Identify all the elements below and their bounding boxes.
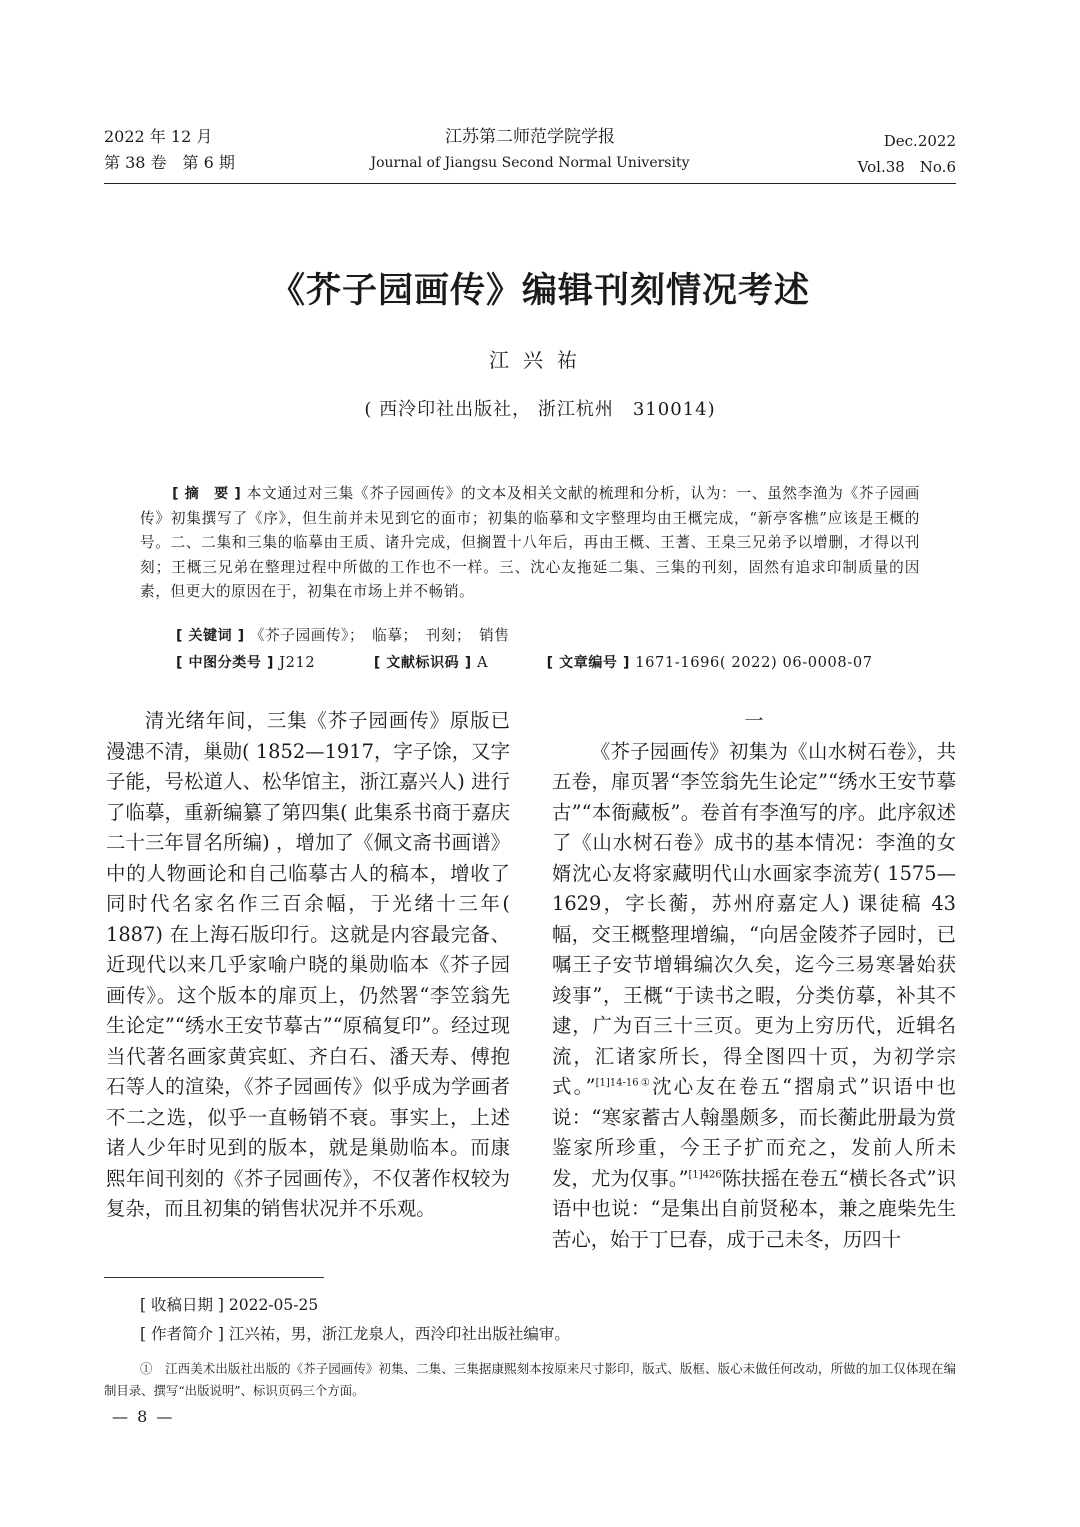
footnote-rule — [104, 1277, 324, 1278]
footnote: ① 江西美术出版社出版的《芥子园画传》初集、二集、三集据康熙刻本按原来尺寸影印，版式、版框、版心未做任何改动，所做的加工仅体现在编制目录、撰写“出版说明”、标识页码三个方面。 — [104, 1361, 956, 1398]
classification-line — [176, 651, 873, 675]
doc-code-value: A — [477, 654, 489, 671]
issue-date-en: Dec.2022 — [883, 132, 956, 150]
citation: [1]14-16① — [595, 1077, 653, 1089]
citation: [1]426 — [688, 1169, 722, 1181]
abstract-text: 本文通过对三集《芥子园画传》的文本及相关文献的梳理和分析，认为：一、虽然李渔为《芥子园画传》初集撰写了《序》，但生前并未见到它的面市；初集的临摹和文字整理均由王概完成，“新亭客樵”应该是王概的号。二、二集和三集的临摹由王质、诸升完成，但搁置十八年后，再由王概、王蓍、王臬三兄弟予以增删，才得以刊刻；王概三兄弟在整理过程中所做的工作也不一样。三、沈心友拖延二集、三集的刊刻，固然有追求印制质量的因素，但更大的原因在于，初集在市场上并不畅销。 — [140, 485, 920, 601]
running-header — [104, 124, 956, 184]
body-text: 《芥子园画传》初集为《山水树石卷》，共五卷，扉页署“李笠翁先生论定”“绣水王安节摹古”“本衙藏板”。卷首有李渔写的序。此序叙述了《山水树石卷》成书的基本情况：李渔的女婿沈心友将家藏明代山水画家李流芳( 1575—1629，字长蘅，苏州府嘉定人) 课徒稿 43 幅，交王概整理增编，“向居金陵芥子园时，已嘱王子安节增辑编次久矣，迄今三易寒暑始获竣事”，王概“于读书之暇，分类仿摹，补其不逮，广为百三十三页。更为上穷历代，近辑名流，汇诸家所长，得全图四十页，为初学宗式。” — [552, 739, 956, 1098]
body-right-column — [552, 706, 956, 1255]
issue-volume-cn: 第 38 卷 第 6 期 — [104, 153, 235, 172]
clc-value: J212 — [279, 654, 316, 671]
body-paragraph — [552, 737, 956, 1256]
received-date: [ 收稿日期 ] 2022-05-25 — [140, 1296, 319, 1314]
page-number: — 8 — — [112, 1407, 175, 1426]
body-text: 沈心友在卷五“摺扇式”识语中也说：“寒家蓄古人翰墨颇多，而长蘅此册最为赏鉴家所珍重，今王子扩而充之，发前人所未发，尤为仅事。” — [552, 1075, 956, 1190]
clc-label: [ 中图分类号 ] — [176, 655, 274, 671]
doc-code-label: [ 文献标识码 ] — [373, 655, 472, 671]
journal-name-en: Journal of Jiangsu Second Normal University — [370, 155, 690, 171]
section-heading: 一 — [744, 710, 764, 732]
issue-date-cn: 2022 年 12 月 — [104, 127, 213, 146]
header-right — [858, 128, 956, 180]
article-title: 《芥子园画传》编辑刊刻情况考述 — [269, 270, 810, 311]
header-center — [104, 124, 956, 176]
journal-name-cn: 江苏第二师范学院学报 — [445, 127, 615, 147]
body-left-column — [106, 706, 510, 1225]
article-id-label: [ 文章编号 ] — [546, 655, 631, 671]
author-bio: [ 作者简介 ] 江兴祐，男，浙江龙泉人，西泠印社出版社编审。 — [140, 1325, 570, 1343]
abstract-label: [ 摘 要 ] — [172, 486, 242, 502]
abstract — [140, 482, 920, 605]
body-text: 陈扶摇在卷五“横长各式”识语中也说：“是集出自前贤秘本，兼之鹿柴先生苦心，始于丁巳春，成于己未冬，历四十 — [552, 1166, 956, 1251]
keywords — [176, 624, 509, 648]
article-author: 江兴祐 — [489, 348, 591, 372]
body-paragraph: 清光绪年间，三集《芥子园画传》原版已漫漶不清，巢勋( 1852—1917，字子馀，又字子能，号松道人、松华馆主，浙江嘉兴人) 进行了临摹，重新编纂了第四集( 此集系书商于嘉庆二十三年冒名所编) ，增加了《佩文斋书画谱》中的人物画论和自己临摹古人的稿本，增收了同时代名家名作三百余幅，于光绪十三年( 1887) 在上海石版印行。这就是内容最完备、近现代以来几乎家喻户晓的巢勋临本《芥子园画传》。这个版本的扉页上，仍然署“李笠翁先生论定”“绣水王安节摹古”“原稿复印”。经过现当代著名画家黄宾虹、齐白石、潘天寿、傅抱石等人的渲染，《芥子园画传》似乎成为学画者不二之选，似乎一直畅销不衰。事实上，上述诸人少年时见到的版本，就是巢勋临本。而康熙年间刊刻的《芥子园画传》，不仅著作权较为复杂，而且初集的销售状况并不乐观。 — [106, 709, 510, 1220]
article-id-value: 1671-1696( 2022) 06-0008-07 — [635, 654, 873, 671]
header-rule — [104, 183, 956, 184]
keywords-text: 《芥子园画传》； 临摹； 刊刻； 销售 — [250, 627, 510, 644]
author-affiliation: ( 西泠印社出版社， 浙江杭州 310014) — [364, 399, 716, 420]
keywords-label: [ 关键词 ] — [176, 628, 245, 644]
issue-volume-en: Vol.38 No.6 — [857, 158, 956, 176]
